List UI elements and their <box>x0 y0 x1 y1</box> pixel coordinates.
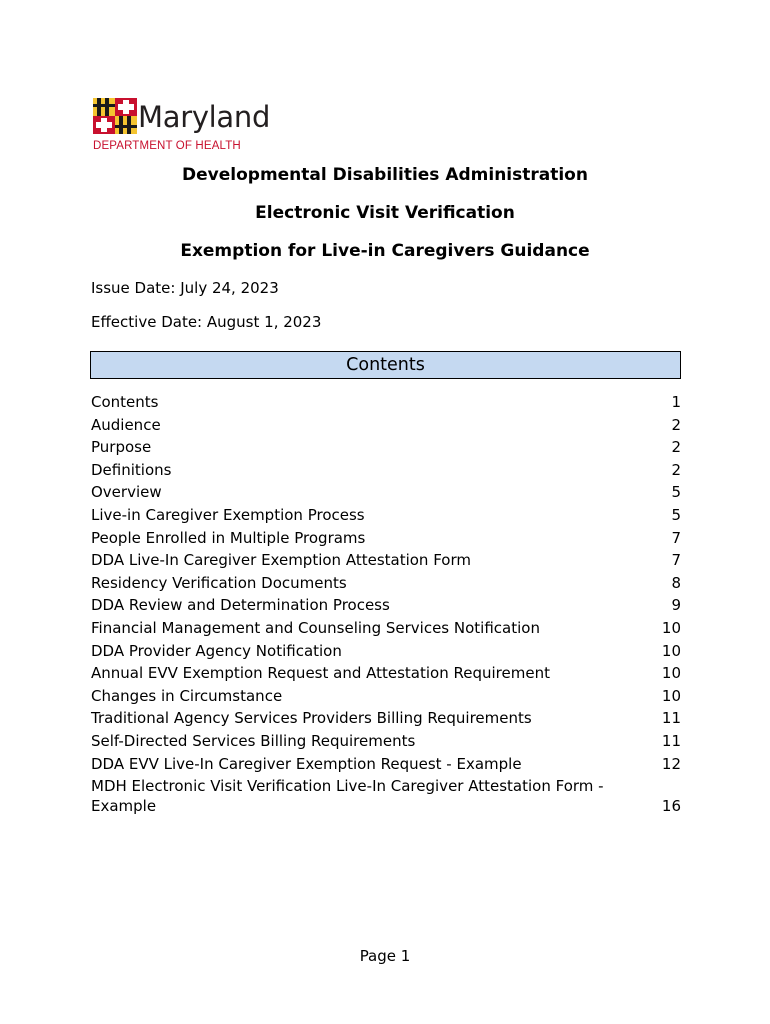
toc-entry[interactable] <box>91 392 681 412</box>
title-line-3: Exemption for Live-in Caregivers Guidance <box>180 241 590 261</box>
toc-entry-label[interactable]: DDA Provider Agency Notification <box>91 641 342 660</box>
table-of-contents <box>91 392 681 819</box>
toc-entry[interactable] <box>91 618 681 638</box>
toc-entry-label[interactable]: Definitions <box>91 460 172 479</box>
toc-entry-page: 10 <box>661 664 681 683</box>
toc-entry-page: 5 <box>671 483 681 502</box>
toc-entry[interactable] <box>91 731 681 751</box>
toc-entry-page: 12 <box>661 754 681 773</box>
toc-entry-page: 11 <box>661 709 681 728</box>
toc-entry-page: 8 <box>671 573 681 592</box>
toc-entry[interactable] <box>91 776 681 816</box>
toc-entry-page: 2 <box>671 460 681 479</box>
title-line-2: Electronic Visit Verification <box>255 203 515 223</box>
maryland-health-logo <box>93 98 293 154</box>
toc-entry-page: 16 <box>661 797 681 816</box>
toc-entry-label[interactable]: DDA Review and Determination Process <box>91 596 390 615</box>
toc-entry-label[interactable]: DDA Live-In Caregiver Exemption Attestation Form <box>91 551 471 570</box>
toc-entry[interactable] <box>91 437 681 457</box>
contents-heading: Contents <box>90 351 681 379</box>
toc-entry-page: 10 <box>661 686 681 705</box>
effective-date: Effective Date: August 1, 2023 <box>91 313 322 331</box>
toc-entry[interactable] <box>91 550 681 570</box>
toc-entry-label[interactable]: Financial Management and Counseling Services Notification <box>91 618 540 637</box>
toc-entry-label[interactable]: Contents <box>91 393 159 411</box>
toc-entry-label[interactable]: Overview <box>91 483 162 502</box>
toc-entry-page: 1 <box>671 393 681 411</box>
logo-department: DEPARTMENT OF HEALTH <box>93 140 241 152</box>
toc-entry-label[interactable]: Self-Directed Services Billing Requirements <box>91 731 416 750</box>
toc-entry[interactable] <box>91 686 681 706</box>
toc-entry[interactable] <box>91 415 681 435</box>
logo-wordmark: Maryland <box>138 100 271 134</box>
toc-entry[interactable] <box>91 505 681 525</box>
toc-entry-label[interactable]: Purpose <box>91 438 152 457</box>
toc-entry[interactable] <box>91 482 681 502</box>
toc-entry[interactable] <box>91 641 681 661</box>
toc-entry-page: 10 <box>661 641 681 660</box>
title-line-1: Developmental Disabilities Administration <box>182 165 588 185</box>
toc-entry-label[interactable]: DDA EVV Live-In Caregiver Exemption Request - Example <box>91 754 522 773</box>
toc-entry[interactable] <box>91 460 681 480</box>
toc-entry[interactable] <box>91 663 681 683</box>
toc-entry[interactable] <box>91 528 681 548</box>
toc-entry-page: 9 <box>671 596 681 615</box>
toc-entry-label[interactable]: Traditional Agency Services Providers Billing Requirements <box>91 709 532 728</box>
toc-entry-label[interactable]: MDH Electronic Visit Verification Live-In Caregiver Attestation Form - Example <box>91 777 604 816</box>
toc-entry-page: 5 <box>671 505 681 524</box>
issue-date: Issue Date: July 24, 2023 <box>91 279 279 297</box>
toc-entry-label[interactable]: Annual EVV Exemption Request and Attestation Requirement <box>91 664 550 683</box>
toc-entry-label[interactable]: Residency Verification Documents <box>91 573 347 592</box>
page-number: Page 1 <box>359 947 411 965</box>
toc-entry[interactable] <box>91 595 681 615</box>
toc-entry-label[interactable]: Live-in Caregiver Exemption Process <box>91 505 365 524</box>
flag-cross-bottom-left <box>93 116 115 134</box>
toc-entry-page: 7 <box>671 551 681 570</box>
toc-entry-label[interactable]: Changes in Circumstance <box>91 686 283 705</box>
flag-checker-bottom-right <box>115 116 137 134</box>
flag-checker-top-left <box>93 98 115 116</box>
toc-entry-page: 10 <box>661 618 681 637</box>
toc-entry[interactable] <box>91 708 681 728</box>
toc-entry-page: 2 <box>671 415 681 434</box>
toc-entry[interactable] <box>91 573 681 593</box>
toc-entry-page: 7 <box>671 528 681 547</box>
toc-entry-label[interactable]: Audience <box>91 415 161 434</box>
toc-entry-page: 2 <box>671 438 681 457</box>
toc-entry[interactable] <box>91 754 681 774</box>
toc-entry-page: 11 <box>661 731 681 750</box>
flag-cross-top-right <box>115 98 137 116</box>
toc-entry-label[interactable]: People Enrolled in Multiple Programs <box>91 528 366 547</box>
maryland-flag-icon <box>93 98 137 134</box>
